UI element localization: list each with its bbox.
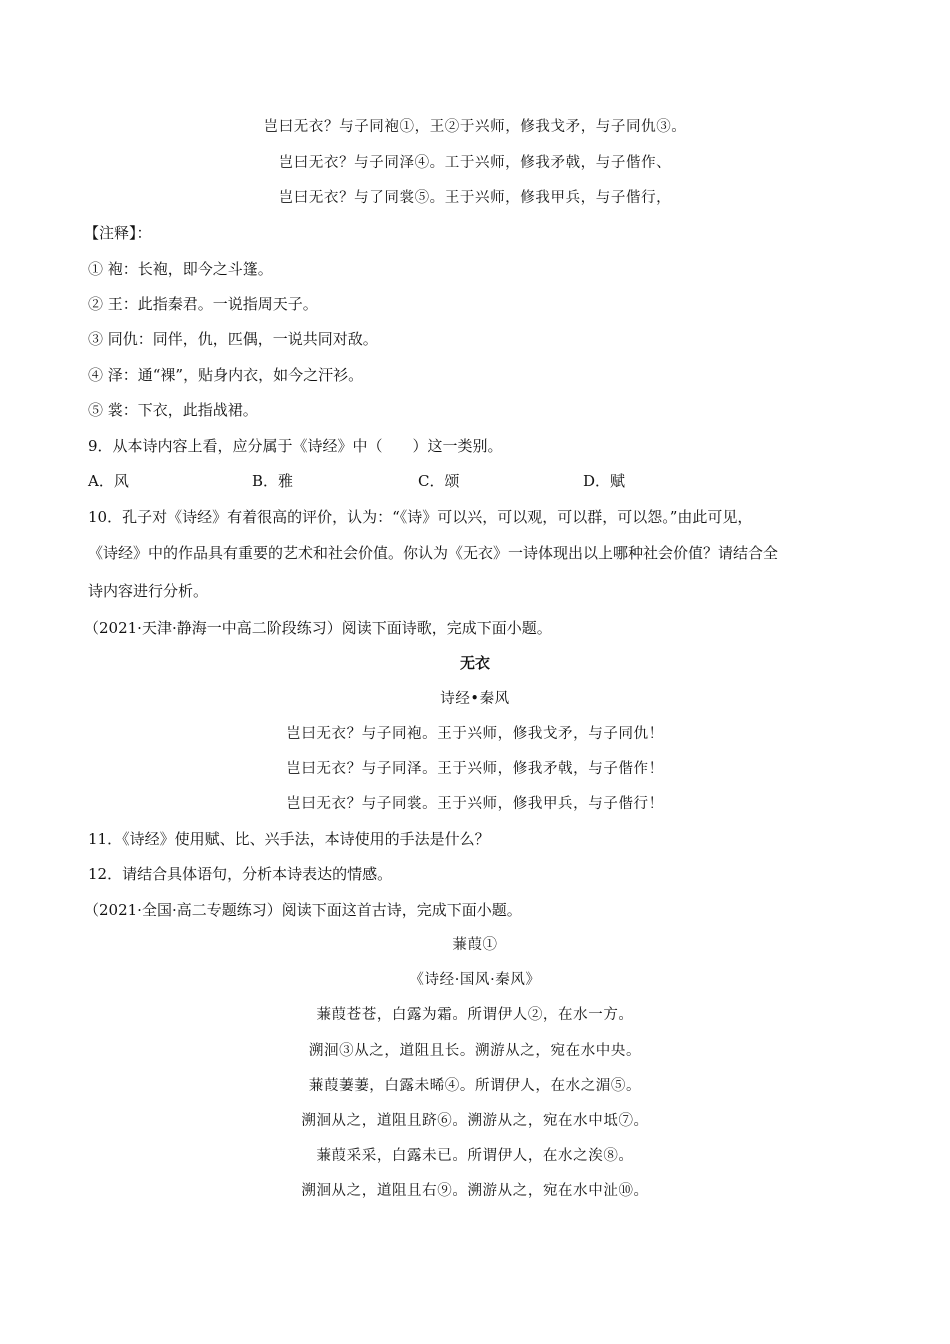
section2-line-3: 岂曰无衣？与子同裳。王于兴师，修我甲兵，与子偕行！ <box>286 796 664 812</box>
q9-option-b: B．雅 <box>252 472 294 490</box>
section2-line-1: 岂曰无衣？与子同袍。王于兴师，修我戈矛，与子同仇！ <box>286 726 664 742</box>
section2-intro: （2021·天津·静海一中高二阶段练习）阅读下面诗歌，完成下面小题。 <box>84 619 552 637</box>
section2-title: 无衣 <box>459 654 490 672</box>
question-9: 9．从本诗内容上看，应分属于《诗经》中（ ）这一类别。 <box>88 437 503 455</box>
section3-line-5: 蒹葭采采，白露未已。所谓伊人，在水之涘⑧。 <box>316 1148 634 1164</box>
note-item-5: ⑤ 裳：下衣，此指战裙。 <box>88 401 258 419</box>
q9-option-c: C．颂 <box>418 472 460 490</box>
section3-title: 蒹葭① <box>452 937 498 953</box>
question-10-line-3: 诗内容进行分析。 <box>88 582 209 600</box>
section3-line-3: 蒹葭萋萋，白露未晞④。所谓伊人，在水之湄⑤。 <box>308 1078 642 1094</box>
question-10-line-1: 10．孔子对《诗经》有着很高的评价，认为：“《诗》可以兴，可以观，可以群，可以怨。”由此可见， <box>88 508 753 526</box>
poem1-line-1: 岂曰无衣？与子同袍①，王②于兴师，修我戈矛，与子同仇③。 <box>263 119 687 135</box>
section2-line-2: 岂曰无衣？与子同泽。王于兴师，修我矛戟，与子偕作！ <box>286 761 664 777</box>
note-item-2: ② 王：此指秦君。一说指周天子。 <box>88 295 318 313</box>
poem1-line-3: 岂曰无衣？与了同裳⑤。王于兴师，修我甲兵，与子偕行， <box>278 190 672 206</box>
notes-heading: 【注释】： <box>84 224 152 242</box>
q9-option-a: A．风 <box>88 472 129 490</box>
section3-source: 《诗经·国风·秦风》 <box>409 972 541 988</box>
question-12: 12．请结合具体语句，分析本诗表达的情感。 <box>88 865 393 883</box>
note-item-3: ③ 同仇：同伴，仇，匹偶，一说共同对敌。 <box>88 330 378 348</box>
q9-option-d: D．赋 <box>583 472 626 490</box>
section3-line-2: 溯洄③从之，道阻且长。溯游从之，宛在水中央。 <box>308 1043 642 1059</box>
section3-line-1: 蒹葭苍苍，白露为霜。所谓伊人②，在水一方。 <box>316 1007 634 1023</box>
poem1-line-2: 岂曰无衣？与子同泽④。工于兴师，修我矛戟，与子偕作、 <box>278 155 672 171</box>
section3-line-6: 溯洄从之，道阻且右⑨。溯游从之，宛在水中沚⑩。 <box>301 1183 649 1199</box>
section2-source: 诗经•秦风 <box>440 691 510 707</box>
question-10-line-2: 《诗经》中的作品具有重要的艺术和社会价值。你认为《无衣》一诗体现出以上哪种社会价值？请结合全 <box>88 544 779 562</box>
question-11: 11．《诗经》使用赋、比、兴手法，本诗使用的手法是什么？ <box>88 830 490 848</box>
note-item-4: ④ 泽：通“裸”，贴身内衣，如今之汗衫。 <box>88 366 364 384</box>
section3-intro: （2021·全国·高二专题练习）阅读下面这首古诗，完成下面小题。 <box>84 901 522 919</box>
section3-line-4: 溯洄从之，道阻且跻⑥。溯游从之，宛在水中坻⑦。 <box>301 1113 649 1129</box>
note-item-1: ① 袍：长袍，即今之斗篷。 <box>88 260 273 278</box>
